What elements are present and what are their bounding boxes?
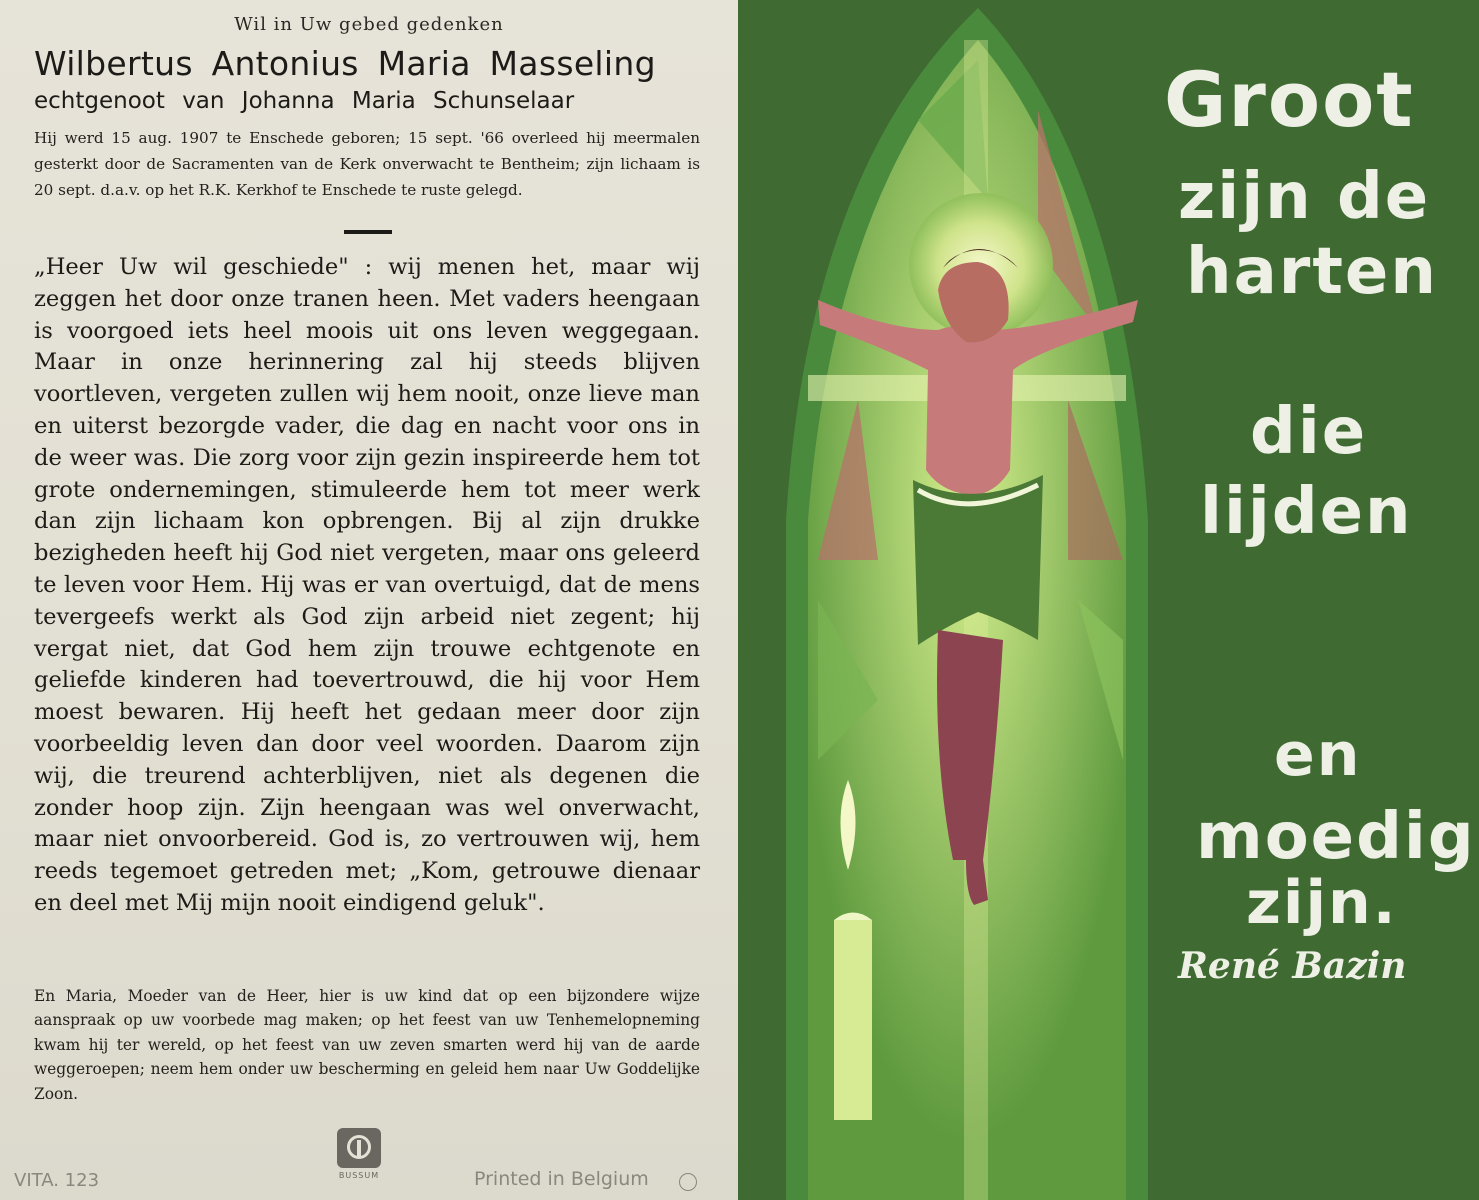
verse-line-2: zijn de <box>1178 160 1431 234</box>
text-panel <box>0 0 738 1200</box>
verse-line-6: en <box>1274 720 1362 790</box>
publisher-name: BUSSUM <box>338 1171 380 1180</box>
publisher-logo <box>334 1128 384 1180</box>
printed-note: Printed in Belgium <box>474 1168 649 1190</box>
publisher-logo-icon <box>337 1128 381 1168</box>
verse-line-3: harten <box>1186 235 1438 309</box>
prayer-text <box>34 984 700 1106</box>
verse <box>738 0 1479 1200</box>
verse-line-5: lijden <box>1200 475 1413 549</box>
verse-line-7: moedig <box>1196 800 1476 874</box>
verse-line-1: Groot <box>1164 55 1415 144</box>
intro-line: Wil in Uw gebed gedenken <box>234 14 504 35</box>
memorial-text-body: „Heer Uw wil geschiede" : wij menen het, maar wij zeggen het door onze tranen heen. Met vaders heengaan is voorgoed iets heel moois uit ons leven weggegaan. Maar in onze herinnering zal hij steeds blijven voortleven, vergeten zullen wij hem nooit, onze lieve man en uiterst bezorgde vader, die dag en nacht voor ons in de weer was. Die zorg voor zijn gezin inspireerde hem tot grote ondernemingen, stimuleerde hem tot meer werk dan zijn lichaam kon opbrengen. Bij al zijn drukke bezigheden heeft hij God niet vergeten, maar ons geleerd te leven voor Hem. Hij was er van overtuigd, dat de mens tevergeefs werkt als God zijn arbeid niet zegent; hij vergat niet, dat God hem zijn trouwe echtgenote en geliefde kinderen had toevertrouwd, die hij voor Hem moest bewaren. Hij heeft het gedaan meer door zijn voorbeeldig leven dan door veel woorden. Daarom zijn wij, die treurend achterblijven, niet als degenen die zonder hoop zijn. Zijn heengaan was wel onverwacht, maar niet onvoorbereid. God is, zo vertrouwen wij, hem reeds tegemoet getreden met; „Kom, getrouwe dienaar en deel met Mij mijn nooit eindigend geluk". <box>34 254 700 916</box>
life-details-text: Hij werd 15 aug. 1907 te Enschede geboren; 15 sept. '66 overleed hij meermalen gesterkt door de Sacramenten van de Kerk onverwacht te Bentheim; zijn lichaam is 20 sept. d.a.v. op het R.K. Kerkhof te Enschede te ruste gelegd. <box>34 129 700 199</box>
life-details <box>34 125 700 203</box>
catalog-number: VITA. 123 <box>14 1170 100 1191</box>
spouse-line: echtgenoot van Johanna Maria Schunselaar <box>34 88 575 114</box>
verse-author: René Bazin <box>1178 945 1407 987</box>
verse-line-4: die <box>1250 395 1368 469</box>
verse-line-8: zijn. <box>1246 868 1398 938</box>
circle-mark-icon <box>679 1173 697 1191</box>
prayer-text-body: En Maria, Moeder van de Heer, hier is uw kind dat op een bijzondere wijze aanspraak op uw voorbede mag maken; op het feest van uw Tenhemelopneming kwam hij ter wereld, op het feest van uw zeven smarten werd hij van de aarde weggeroepen; neem hem onder uw bescherming en geleid hem naar Uw Goddelijke Zoon. <box>34 987 700 1103</box>
illustration-panel <box>738 0 1479 1200</box>
memorial-text <box>34 252 700 920</box>
deceased-name: Wilbertus Antonius Maria Masseling <box>34 44 656 83</box>
divider <box>344 230 392 234</box>
